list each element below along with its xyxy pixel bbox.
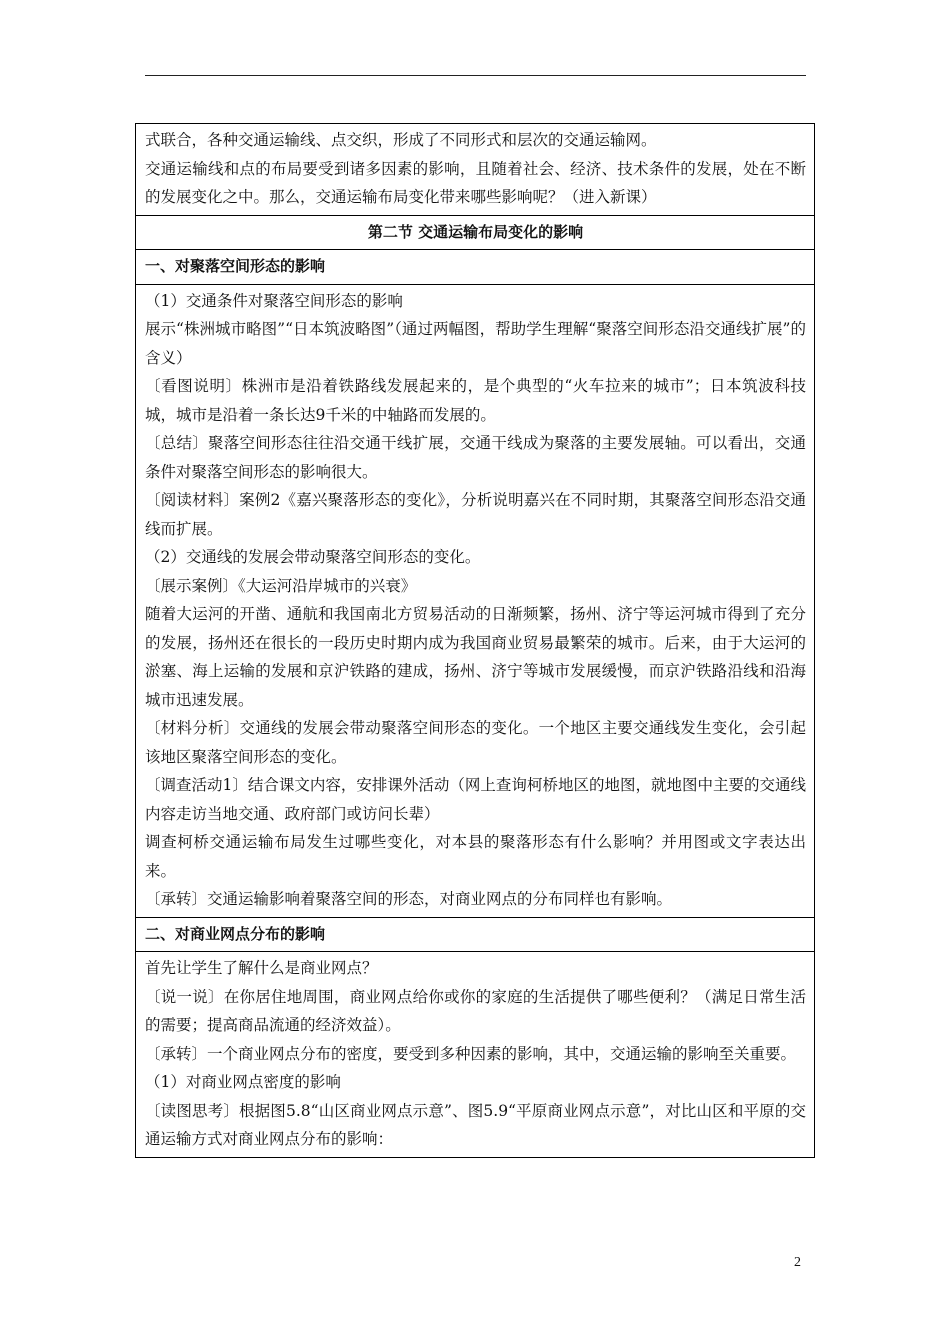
part2-heading: 二、对商业网点分布的影响 (136, 917, 815, 952)
part2-paragraph: 〔承转〕一个商业网点分布的密度，要受到多种因素的影响，其中，交通运输的影响至关重要。 (145, 1044, 797, 1063)
part2-paragraph: （1）对商业网点密度的影响 (145, 1073, 341, 1091)
part1-paragraph: （1）交通条件对聚落空间形态的影响 (145, 291, 403, 310)
part1-body-row (136, 284, 815, 917)
part1-paragraph: 调查柯桥交通运输布局发生过哪些变化，对本县的聚落形态有什么影响？并用图或文字表达出来。 (145, 833, 806, 880)
part2-paragraph: 〔读图思考〕根据图5.8“山区商业网点示意”、图5.9“平原商业网点示意”，对比山区和平原的交通运输方式对商业网点分布的影响： (145, 1101, 806, 1148)
part1-paragraph: 展示“株洲城市略图”“日本筑波略图”（通过两幅图，帮助学生理解“聚落空间形态沿交通线扩展”的含义） (145, 320, 806, 367)
section-title: 第二节 交通运输布局变化的影响 (136, 215, 815, 250)
part2-paragraph: 〔说一说〕在你居住地周围，商业网点给你或你的家庭的生活提供了哪些便利？（满足日常生活的需要；提高商品流通的经济效益）。 (145, 987, 806, 1034)
part1-paragraph: 〔总结〕聚落空间形态往往沿交通干线扩展，交通干线成为聚落的主要发展轴。可以看出，交通条件对聚落空间形态的影响很大。 (145, 434, 806, 481)
intro-paragraph: 交通运输线和点的布局要受到诸多因素的影响，且随着社会、经济、技术条件的发展，处在不断的发展变化之中。那么，交通运输布局变化带来哪些影响呢？（进入新课） (145, 159, 806, 206)
part2-paragraph: 首先让学生了解什么是商业网点？ (145, 959, 378, 977)
part1-paragraph: 〔展示案例〕《大运河沿岸城市的兴衰》 (145, 576, 417, 595)
part1-heading: 一、对聚落空间形态的影响 (136, 250, 815, 285)
part1-heading-row (136, 250, 815, 285)
lesson-table (135, 123, 815, 1158)
part1-paragraph: （2）交通线的发展会带动聚落空间形态的变化。 (145, 548, 481, 566)
part1-paragraph: 〔阅读材料〕案例2《嘉兴聚落形态的变化》，分析说明嘉兴在不同时期，其聚落空间形态沿交通线而扩展。 (145, 491, 806, 538)
part1-paragraph: 随着大运河的开凿、通航和我国南北方贸易活动的日渐频繁，扬州、济宁等运河城市得到了充分的发展，扬州还在很长的一段历史时期内成为我国商业贸易最繁荣的城市。后来，由于大运河的淤塞、海上运输的发展和京沪铁路的建成，扬州、济宁等城市发展缓慢，而京沪铁路沿线和沿海城市迅速发展。 (145, 605, 806, 709)
intro-paragraph: 式联合，各种交通运输线、点交织，形成了不同形式和层次的交通运输网。 (145, 131, 657, 149)
part1-paragraph: 〔调查活动1〕结合课文内容，安排课外活动（网上查询柯桥地区的地图，就地图中主要的交通线内容走访当地交通、政府部门或访问长辈） (145, 776, 806, 823)
intro-row (136, 124, 815, 216)
part2-body-row (136, 952, 815, 1158)
part1-body-cell (136, 284, 815, 917)
part1-paragraph: 〔材料分析〕交通线的发展会带动聚落空间形态的变化。一个地区主要交通线发生变化，会引起该地区聚落空间形态的变化。 (145, 719, 806, 766)
part2-body-cell (136, 952, 815, 1158)
part2-heading-row (136, 917, 815, 952)
intro-cell (136, 124, 815, 216)
part1-paragraph: 〔看图说明〕株洲市是沿着铁路线发展起来的，是个典型的“火车拉来的城市”；日本筑波科技城，城市是沿着一条长达9千米的中轴路而发展的。 (145, 377, 806, 424)
section-title-row (136, 215, 815, 250)
page-number: 2 (794, 1255, 801, 1270)
header-rule (145, 75, 806, 76)
part1-paragraph: 〔承转〕交通运输影响着聚落空间的形态，对商业网点的分布同样也有影响。 (145, 890, 673, 908)
